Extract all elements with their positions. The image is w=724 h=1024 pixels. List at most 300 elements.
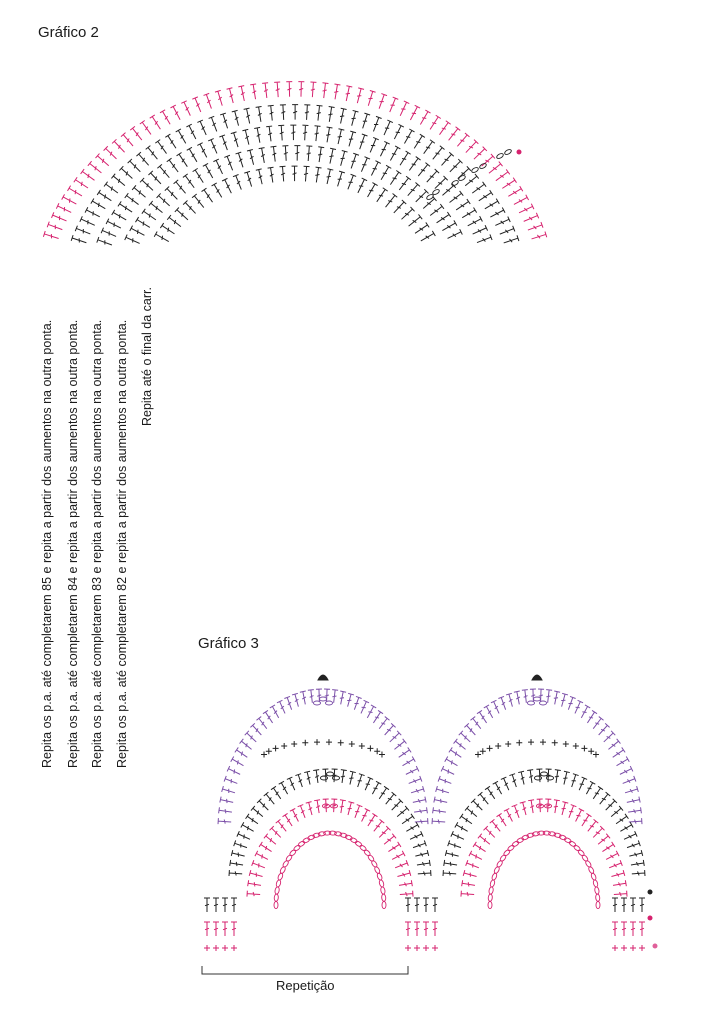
stitch: [351, 153, 359, 168]
stitch: [331, 799, 337, 812]
stitch: [220, 113, 227, 128]
stitch: [439, 121, 450, 135]
stitch: [237, 831, 250, 839]
stitch: [372, 781, 381, 794]
stitch: [530, 689, 536, 702]
stitch: [135, 217, 149, 227]
single-crochet: [213, 945, 219, 951]
stitch: [367, 705, 376, 718]
stitch: [259, 842, 272, 852]
stitch: [316, 689, 322, 702]
stitch: [562, 802, 569, 815]
stitch: [374, 819, 384, 831]
stitch: [602, 842, 615, 852]
chain-stitch: [577, 849, 585, 857]
chain-stitch: [533, 697, 540, 701]
stitch: [234, 840, 247, 847]
stitch: [264, 834, 276, 845]
stitch: [157, 164, 169, 177]
stitch: [208, 139, 217, 154]
stitch: [473, 842, 486, 852]
single-crochet: [552, 740, 558, 746]
stitch: [235, 747, 247, 757]
stitch: [220, 797, 233, 803]
stitch: [451, 831, 464, 839]
stitch: [287, 777, 295, 790]
stitch: [587, 710, 597, 723]
single-crochet: [302, 740, 308, 746]
stitch: [414, 134, 425, 148]
chain-stitch: [297, 840, 305, 847]
stitch: [414, 922, 420, 936]
stitch: [456, 199, 470, 210]
stitch: [183, 174, 194, 188]
stitch: [379, 94, 387, 109]
stitch: [341, 770, 347, 783]
stitch: [286, 82, 292, 97]
stitch: [608, 739, 620, 750]
stitch: [630, 922, 636, 936]
chart-2-arcs: [43, 82, 546, 245]
stitch: [404, 129, 414, 144]
stitch: [88, 161, 102, 173]
stitch: [561, 693, 568, 706]
stitch: [266, 126, 272, 141]
single-crochet: [291, 741, 297, 747]
stitch: [276, 819, 286, 831]
stitch: [314, 800, 320, 813]
stitch: [269, 826, 280, 837]
stitch: [238, 86, 244, 101]
stitch: [292, 693, 298, 706]
stitch: [231, 898, 237, 912]
chain-stitch: [507, 844, 515, 852]
stitch: [119, 166, 132, 178]
stitch: [280, 105, 286, 120]
stitch: [620, 822, 633, 831]
stitch: [405, 922, 411, 936]
stitch: [400, 101, 409, 116]
stitch: [361, 700, 369, 713]
stitch: [417, 860, 430, 866]
stitch: [442, 152, 454, 165]
stitch: [283, 813, 293, 826]
stitch: [438, 776, 451, 784]
stitch: [197, 143, 206, 158]
single-crochet: [314, 739, 320, 745]
stitch: [630, 898, 636, 912]
stitch: [524, 213, 539, 222]
chain-stitch: [359, 844, 367, 852]
instruction-line-5: Repita até o final da carr.: [140, 287, 154, 426]
stitch: [555, 770, 561, 783]
stitch: [385, 723, 396, 735]
chain-stitch: [293, 844, 301, 852]
stitch: [403, 757, 416, 766]
stitch: [433, 146, 445, 160]
stitch: [415, 222, 429, 233]
chart-2-title: Gráfico 2: [38, 24, 99, 41]
stitch: [485, 199, 499, 209]
stitch: [434, 797, 447, 803]
stitch: [294, 146, 300, 161]
stitch: [362, 809, 371, 822]
stitch: [256, 169, 262, 184]
stitch: [360, 134, 368, 149]
stitch: [177, 153, 188, 167]
stitch: [85, 207, 100, 217]
stitch: [593, 786, 603, 798]
stitch: [593, 717, 603, 729]
stitch: [262, 83, 268, 98]
chain-stitch: [511, 840, 519, 847]
stitch: [490, 207, 505, 217]
chain-stitch: [274, 894, 279, 902]
stitch: [341, 150, 348, 165]
stitch: [449, 747, 461, 757]
stitch: [379, 786, 389, 798]
stitch: [508, 186, 522, 196]
stitch: [233, 175, 241, 190]
stitch: [248, 880, 261, 886]
top-marker: [532, 675, 542, 680]
stitch: [576, 809, 585, 822]
chain-stitch: [573, 844, 581, 852]
stitch: [334, 84, 340, 99]
stitch: [332, 690, 338, 703]
single-crochet: [432, 945, 438, 951]
stitch: [328, 107, 334, 122]
stitch: [621, 922, 627, 936]
stitch: [323, 799, 329, 812]
stitch: [308, 690, 314, 703]
stitch: [501, 777, 509, 790]
stitch: [203, 163, 213, 178]
stitch: [250, 84, 256, 99]
stitch: [395, 860, 408, 868]
stitch: [136, 152, 148, 165]
stitch: [270, 705, 279, 718]
stitch: [165, 134, 176, 148]
stitch: [357, 88, 364, 103]
stitch: [250, 723, 261, 735]
stitch: [368, 91, 375, 106]
stitch: [318, 147, 324, 162]
single-crochet: [630, 945, 636, 951]
chain-stitch: [382, 901, 386, 908]
stitch: [430, 204, 444, 215]
stitch: [271, 786, 281, 798]
stitch: [222, 898, 228, 912]
stitch: [386, 194, 398, 208]
chain-stitch: [596, 901, 600, 908]
stitch: [279, 781, 288, 794]
stitch: [257, 799, 268, 810]
stitch: [193, 168, 204, 182]
stitch: [409, 157, 420, 171]
stitch: [304, 166, 310, 181]
stitch: [504, 235, 519, 243]
stitch: [448, 840, 461, 847]
stitch: [150, 115, 161, 129]
stitch: [498, 696, 505, 709]
stitch: [522, 690, 528, 703]
stitch: [244, 171, 251, 186]
stitch: [277, 700, 285, 713]
chain-stitch: [363, 849, 371, 857]
stitch: [568, 696, 575, 709]
stitch: [338, 171, 345, 186]
stitch: [444, 860, 457, 866]
stitch: [306, 146, 312, 161]
stitch: [254, 127, 260, 142]
stitch: [418, 163, 430, 177]
chain-stitch: [546, 776, 553, 780]
single-crochet: [573, 743, 579, 749]
stitch: [423, 898, 429, 912]
stitch: [441, 766, 454, 774]
stitch: [146, 146, 158, 160]
stitch: [399, 880, 412, 886]
chain-stitch: [325, 701, 332, 705]
stitch: [621, 898, 627, 912]
chain-stitch: [499, 854, 507, 862]
stitch: [252, 860, 265, 868]
end-dot: [648, 890, 653, 895]
stitch: [612, 898, 618, 912]
stitch: [101, 228, 116, 237]
stitch: [300, 691, 306, 704]
chain-stitch: [458, 175, 466, 182]
chain-stitch: [489, 879, 495, 887]
stitch: [430, 115, 441, 129]
stitch: [306, 802, 312, 815]
chain-stitch: [285, 854, 293, 862]
stitch: [528, 222, 543, 230]
stitch: [598, 834, 610, 845]
stitch: [491, 700, 499, 713]
stitch: [443, 870, 456, 876]
stitch: [97, 190, 111, 201]
stitch: [256, 106, 262, 121]
stitch: [593, 826, 604, 837]
stitch: [187, 147, 197, 161]
stitch: [230, 860, 243, 866]
single-crochet: [281, 743, 287, 749]
stitch: [465, 174, 479, 186]
stitch: [379, 717, 389, 729]
stitch: [432, 898, 438, 912]
stitch: [315, 126, 321, 141]
stitch: [212, 183, 222, 197]
stitch: [474, 147, 487, 160]
chain-stitch: [302, 837, 310, 844]
stitch: [606, 851, 619, 860]
stitch: [459, 731, 470, 742]
stitch: [348, 802, 355, 815]
stitch: [284, 696, 291, 709]
stitch: [466, 860, 479, 868]
stitch: [462, 880, 475, 886]
stitch: [165, 186, 178, 199]
stitch: [611, 806, 623, 817]
stitch: [445, 850, 458, 857]
stitch: [246, 814, 258, 824]
stitch: [490, 819, 500, 831]
chain-stitch: [332, 776, 339, 780]
stitch: [423, 922, 429, 936]
stitch: [424, 140, 435, 154]
chain-stitch: [590, 873, 597, 881]
stitch: [118, 201, 132, 212]
single-crochet: [359, 743, 365, 749]
stitch: [402, 814, 414, 824]
stitch: [231, 850, 244, 857]
stitch: [554, 691, 560, 704]
chain-stitch: [540, 772, 547, 776]
chain-stitch: [275, 879, 281, 887]
stitch: [322, 83, 328, 98]
stitch: [479, 190, 493, 201]
stitch: [358, 178, 367, 193]
single-crochet: [338, 740, 344, 746]
stitch: [435, 176, 448, 189]
stitch: [368, 813, 378, 826]
single-crochet: [326, 739, 332, 745]
stitch: [390, 146, 400, 161]
chart-3-fans: [204, 675, 658, 951]
stitch: [623, 776, 636, 784]
stitch: [397, 870, 410, 876]
stitch: [255, 851, 268, 860]
chain-stitch: [471, 167, 479, 174]
chain-stitch: [516, 837, 524, 844]
stitch: [302, 125, 308, 140]
chart-3-title: Gráfico 3: [198, 635, 259, 652]
stitch: [397, 806, 409, 817]
single-crochet: [621, 945, 627, 951]
instruction-line-3: Repita os p.a. até completarem 83 e repita a partir dos aumentos na outra ponta.: [90, 319, 104, 768]
stitch: [445, 757, 458, 766]
stitch: [197, 120, 206, 135]
stitch: [349, 131, 356, 146]
stitch: [140, 178, 153, 190]
stitch: [613, 880, 626, 886]
single-crochet: [222, 945, 228, 951]
stitch: [614, 891, 627, 897]
stitch: [392, 799, 403, 810]
chain-stitch: [274, 901, 278, 908]
stitch: [149, 201, 163, 213]
stitch: [390, 171, 401, 185]
stitch: [405, 898, 411, 912]
stitch: [186, 124, 195, 139]
chain-stitch: [379, 879, 385, 887]
stitch: [213, 898, 219, 912]
stitch: [249, 870, 262, 877]
stitch: [204, 922, 210, 936]
stitch: [231, 757, 244, 766]
stitch: [142, 209, 156, 220]
stitch: [315, 167, 321, 182]
stitch: [160, 110, 170, 124]
stitch: [399, 747, 411, 757]
chain-stitch: [350, 837, 358, 844]
stitch: [388, 842, 401, 852]
stitch: [259, 148, 265, 163]
stitch: [213, 159, 222, 174]
single-crochet: [480, 748, 486, 754]
stitch: [270, 146, 276, 161]
stitch: [91, 198, 105, 208]
stitch: [538, 689, 544, 702]
stitch: [415, 850, 428, 856]
chain-stitch: [277, 873, 284, 881]
stitch: [351, 110, 358, 125]
stitch: [263, 710, 273, 723]
stitch: [222, 178, 231, 193]
stitch: [411, 786, 424, 793]
stitch: [497, 813, 507, 826]
single-crochet: [581, 745, 587, 751]
stitch: [373, 710, 383, 723]
stitch: [437, 212, 451, 223]
stitch: [512, 805, 519, 818]
chain-stitch: [527, 701, 534, 705]
stitch: [43, 231, 58, 238]
stitch: [181, 101, 190, 116]
stitch: [471, 799, 482, 810]
stitch: [340, 108, 347, 123]
stitch: [625, 786, 638, 793]
stitch: [506, 693, 512, 706]
stitch: [340, 800, 346, 813]
stitch: [338, 129, 345, 144]
stitch: [160, 223, 174, 234]
stitch: [586, 781, 595, 794]
chain-stitch: [326, 772, 333, 776]
stitch: [500, 226, 515, 234]
stitch: [495, 217, 510, 226]
stitch: [358, 774, 365, 787]
stitch: [414, 898, 420, 912]
stitch: [406, 766, 419, 774]
stitch: [224, 155, 232, 170]
stitch: [423, 196, 436, 208]
stitch: [176, 129, 186, 144]
repeat-label: Repetição: [276, 978, 335, 993]
stitch: [175, 207, 188, 219]
stitch: [47, 222, 62, 230]
stitch: [245, 731, 256, 742]
end-dot: [517, 150, 522, 155]
single-crochet: [639, 945, 645, 951]
stitch: [639, 898, 645, 912]
single-crochet: [231, 945, 237, 951]
stitch: [121, 133, 133, 146]
stitch: [154, 232, 169, 242]
stitch: [390, 731, 401, 742]
stitch: [215, 90, 222, 105]
stitch: [231, 922, 237, 936]
stitch: [609, 860, 622, 868]
instruction-line-1: Repita os p.a. até completarem 85 e repita a partir dos aumentos na outra ponta.: [40, 319, 54, 768]
chain-stitch: [376, 873, 383, 881]
chain-stitch: [381, 894, 386, 902]
stitch: [247, 150, 254, 165]
stitch: [313, 770, 319, 783]
stitch: [340, 691, 346, 704]
